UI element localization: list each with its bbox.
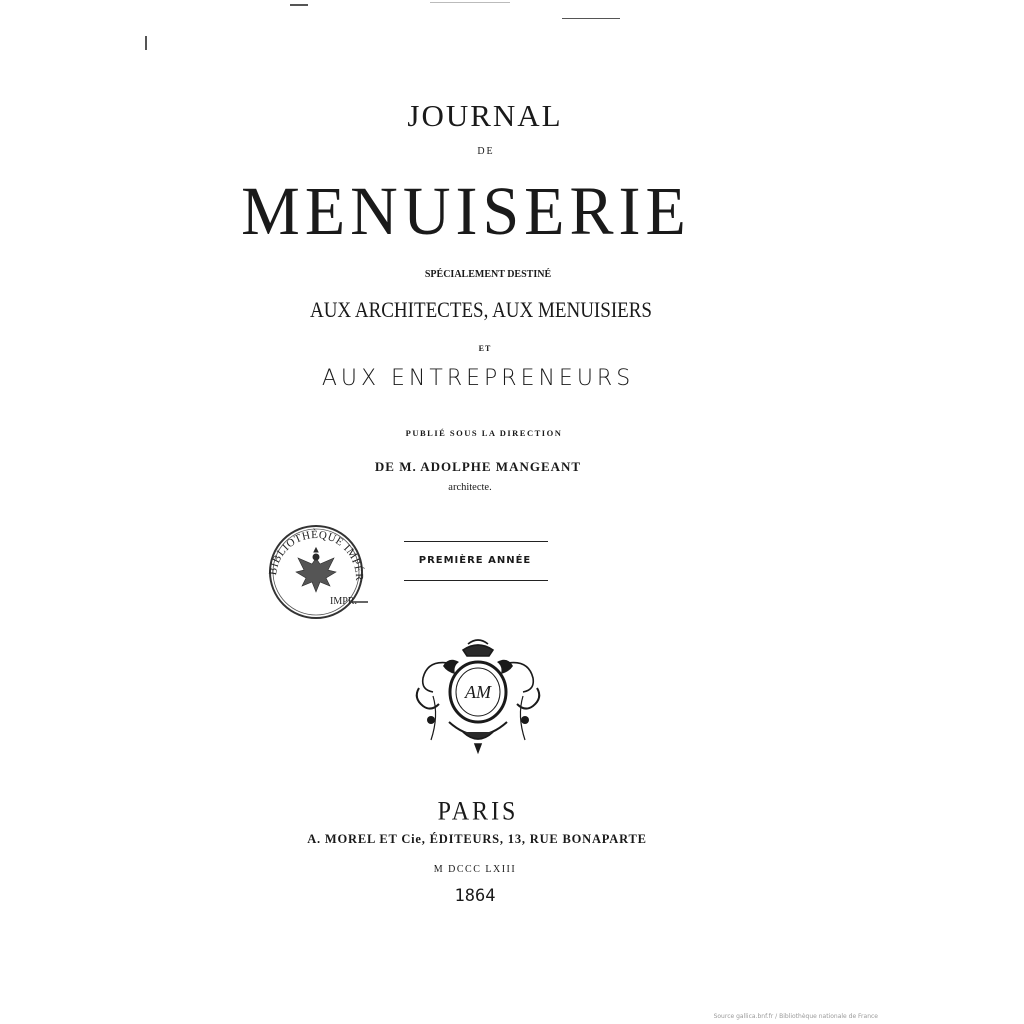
vignette-monogram: AM — [465, 682, 491, 702]
audience-line-1: AUX ARCHITECTES, AUX MENUISIERS — [309, 298, 653, 323]
et-text: ET — [478, 344, 492, 353]
journal-heading: JOURNAL — [407, 98, 563, 133]
de-text: DE — [477, 146, 495, 157]
director-name: DE M. ADOLPHE MANGEANT — [374, 459, 582, 474]
library-stamp — [253, 505, 368, 624]
premiere-annee: PREMIÈRE ANNÉE — [418, 555, 532, 566]
menuiserie-title: MENUISERIE — [241, 173, 691, 250]
rule-top — [404, 541, 548, 542]
director-title: architecte. — [448, 482, 492, 493]
source-credit: Source gallica.bnf.fr / Bibliothèque nationale de France — [713, 1013, 878, 1020]
ornament-cartouche-icon — [413, 636, 543, 756]
handwritten-year: 1864 — [454, 886, 496, 906]
specialement-text: SPÉCIALEMENT DESTINÉ — [424, 269, 552, 280]
audience-line-2: AUX ENTREPRENEURS — [321, 366, 635, 391]
stamp-text: BIBLIOTHÈQUE IMPÉRIALE — [253, 505, 366, 582]
rule-bottom — [404, 580, 548, 581]
stamp-lower-text: IMPR. — [330, 596, 357, 607]
roman-year: M DCCC LXIII — [433, 864, 517, 875]
publisher-text: A. MOREL ET Cie, ÉDITEURS, 13, RUE BONAPARTE — [307, 832, 647, 846]
city-text: PARIS — [437, 797, 519, 827]
publie-text: PUBLIÉ SOUS LA DIRECTION — [405, 428, 563, 438]
